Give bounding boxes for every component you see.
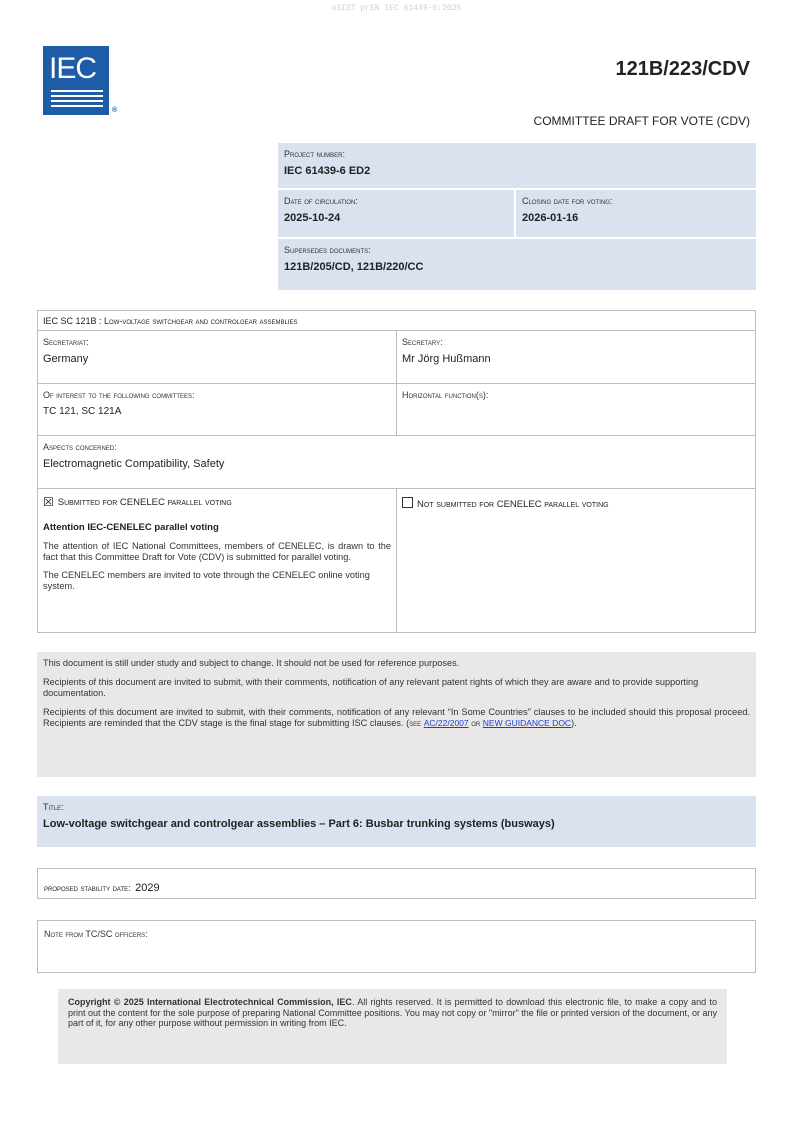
committee-prefix: IEC SC 121B : — [43, 316, 105, 326]
copyright-terms: . All rights reserved. It is permitted to download this electronic file, to make a copy and to print out the content for the sole purpose of preparing National Committee positions. You may not copy or "mirror" the file or printed version of the document, or any part of it, for any other purpose without permission in writing from IEC. — [68, 997, 717, 1028]
committee-title — [43, 316, 298, 326]
submitted-option[interactable] — [43, 497, 391, 508]
circulation-date: 2025-10-24 — [284, 212, 341, 224]
project-number-label: Project number: — [284, 149, 346, 159]
secretary-cell — [402, 337, 491, 365]
supersedes-label: Supersedes documents: — [284, 245, 371, 255]
iec-logo — [43, 46, 109, 115]
logo-text: IEC — [49, 52, 97, 85]
closing-date: 2026-01-16 — [522, 212, 579, 224]
watermark: oSIST prEN IEC 61439-6:2025 — [331, 4, 462, 13]
new-guidance-doc-link[interactable]: NEW GUIDANCE DOC — [482, 718, 572, 728]
or-text: or — [471, 718, 481, 728]
checked-box-icon[interactable]: ☒ — [43, 495, 54, 509]
circulation-date-label: Date of circulation: — [284, 196, 358, 206]
supersedes-documents: 121B/205/CD, 121B/220/CC — [284, 261, 424, 273]
document-title: Low-voltage switchgear and controlgear assemblies – Part 6: Busbar trunking systems (busways) — [43, 818, 555, 830]
supersedes-cell — [278, 239, 756, 290]
not-submitted-option[interactable] — [402, 497, 609, 510]
attention-title: Attention IEC-CENELEC parallel voting — [43, 522, 219, 533]
project-number: IEC 61439-6 ED2 — [284, 165, 371, 177]
stability-label: proposed stability date: — [44, 883, 131, 893]
vote-text: The CENELEC members are invited to vote through the CENELEC online voting system. — [43, 570, 370, 591]
horizontal-label: Horizontal function(s): — [402, 390, 489, 400]
closing-date-cell — [516, 190, 756, 237]
registered-mark: ® — [112, 107, 118, 114]
copyright-block — [58, 989, 727, 1064]
circulation-date-cell — [278, 190, 514, 237]
end-text: ). — [571, 718, 577, 728]
aspects-concerned: Electromagnetic Compatibility, Safety — [43, 458, 225, 470]
interest-cell — [43, 390, 195, 417]
not-submitted-label: Not submitted for CENELEC parallel voting — [417, 499, 609, 510]
see-text: see — [409, 718, 422, 728]
unchecked-box-icon[interactable] — [402, 497, 413, 508]
interest-label: Of interest to the following committees: — [43, 390, 195, 400]
secretary: Mr Jörg Hußmann — [402, 353, 491, 365]
divider — [37, 383, 756, 384]
document-type: COMMITTEE DRAFT FOR VOTE (CDV) — [533, 114, 750, 128]
divider — [396, 488, 397, 633]
notice-block — [37, 652, 756, 777]
document-number: 121B/223/CDV — [615, 58, 750, 80]
interest-committees: TC 121, SC 121A — [43, 406, 122, 417]
title-block — [37, 796, 756, 847]
aspects-label: Aspects concerned: — [43, 442, 117, 452]
note-block — [37, 920, 756, 973]
closing-date-label: Closing date for voting: — [522, 196, 613, 206]
ac-22-2007-link[interactable]: AC/22/2007 — [423, 718, 469, 728]
secretary-label: Secretary: — [402, 337, 443, 347]
copyright-text — [68, 997, 717, 1029]
horizontal-cell — [402, 390, 488, 400]
notice-paragraph: Recipients of this document are invited to submit, with their comments, notification of any relevant patent rights of which they are aware and to provide supporting documentation. — [43, 677, 699, 698]
secretariat-label: Secretariat: — [43, 337, 89, 347]
cenelec-not-submitted-cell — [402, 497, 609, 510]
secretariat: Germany — [43, 353, 89, 365]
note-label: Note from TC/SC officers: — [44, 929, 148, 939]
aspects-cell — [43, 442, 224, 470]
divider — [37, 435, 756, 436]
stability-date: 2029 — [135, 882, 160, 894]
copyright-holder: Copyright © 2025 International Electrotechnical Commission, IEC — [68, 997, 352, 1007]
title-label: Title: — [43, 802, 64, 812]
cenelec-submitted-cell — [43, 497, 391, 591]
stability-block — [37, 868, 756, 899]
attention-text: The attention of IEC National Committees, members of CENELEC, is drawn to the fact that this Committee Draft for Vote (CDV) is submitted for parallel voting. — [43, 541, 391, 562]
submitted-label: Submitted for CENELEC parallel voting — [57, 497, 232, 508]
notice-paragraph: This document is still under study and subject to change. It should not be used for reference purposes. — [43, 658, 460, 668]
committee-name: Low-voltage switchgear and controlgear assemblies — [104, 316, 298, 326]
project-number-cell — [278, 143, 756, 188]
secretariat-cell — [43, 337, 89, 365]
isc-text: Recipients of this document are invited to submit, with their comments, notification of any relevant “In Some Countries” clauses to be included should this proposal proceed. Recipients are reminded that the CDV stage is the final stage for submitting ISC clauses. ( — [43, 707, 750, 728]
logo-lines-icon — [51, 90, 103, 110]
notice-paragraph — [43, 707, 750, 729]
